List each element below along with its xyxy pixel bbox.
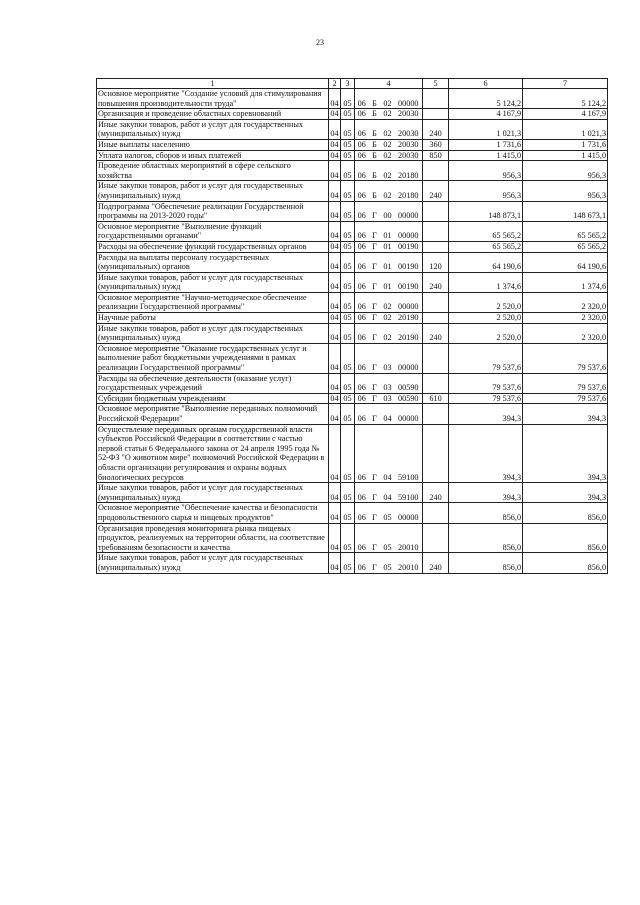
row-col-7: 394,3: [523, 424, 608, 483]
row-program-code-4: 00000: [395, 343, 423, 373]
row-name: Научные работы: [97, 313, 329, 324]
row-program-code-1: 06: [355, 292, 369, 312]
row-col-5: 240: [423, 553, 449, 573]
row-program-code-4: 20190: [395, 323, 423, 343]
row-program-code-1: 06: [355, 119, 369, 139]
budget-table: [96, 78, 608, 574]
row-col-2: 04: [329, 503, 341, 523]
row-name: Иные закупки товаров, работ и услуг для государственных (муниципальных) нужд: [97, 181, 329, 201]
table-row: [97, 150, 608, 161]
table-row: [97, 553, 608, 573]
row-col-6: 956,3: [449, 181, 523, 201]
table-row: [97, 89, 608, 109]
row-col-3: 05: [341, 161, 355, 181]
table-row: [97, 483, 608, 503]
row-col-5: [423, 89, 449, 109]
row-program-code-3: 02: [381, 323, 395, 343]
row-col-7: 65 565,2: [523, 221, 608, 241]
row-col-6: 394,3: [449, 424, 523, 483]
row-col-5: [423, 404, 449, 424]
row-program-code-4: 59100: [395, 483, 423, 503]
row-col-6: 856,0: [449, 523, 523, 553]
row-col-5: [423, 221, 449, 241]
row-col-6: 2 520,0: [449, 292, 523, 312]
row-program-code-1: 06: [355, 221, 369, 241]
row-program-code-3: 00: [381, 201, 395, 221]
row-name: Основное мероприятие "Выполнение переданных полномочий Российской Федерации": [97, 404, 329, 424]
header-col-4: 4: [355, 79, 423, 89]
row-col-5: 120: [423, 252, 449, 272]
row-col-2: 04: [329, 181, 341, 201]
row-col-5: 240: [423, 119, 449, 139]
row-name: Расходы на выплаты персоналу государственных (муниципальных) органов: [97, 252, 329, 272]
row-col-6: 394,3: [449, 483, 523, 503]
row-program-code-3: 01: [381, 241, 395, 252]
row-col-6: 1 731,6: [449, 139, 523, 150]
row-program-code-4: 20030: [395, 139, 423, 150]
row-col-3: 05: [341, 393, 355, 404]
row-name: Организация и проведение областных соревнований: [97, 109, 329, 120]
row-name: Проведение областных мероприятий в сфере сельского хозяйства: [97, 161, 329, 181]
row-col-6: 64 190,6: [449, 252, 523, 272]
row-name: Расходы на обеспечение функций государственных органов: [97, 241, 329, 252]
row-col-5: [423, 109, 449, 120]
row-col-2: 04: [329, 424, 341, 483]
row-col-7: 148 673,1: [523, 201, 608, 221]
table-row: [97, 221, 608, 241]
row-name: Основное мероприятие "Оказание государственных услуг и выполнение работ бюджетными учреждениями в рамках реализации Государственной программы": [97, 343, 329, 373]
row-col-3: 05: [341, 373, 355, 393]
row-program-code-3: 02: [381, 181, 395, 201]
row-col-7: 394,3: [523, 404, 608, 424]
row-program-code-1: 06: [355, 523, 369, 553]
row-col-5: [423, 201, 449, 221]
row-col-2: 04: [329, 323, 341, 343]
row-col-5: 360: [423, 139, 449, 150]
row-col-3: 05: [341, 424, 355, 483]
row-col-5: [423, 343, 449, 373]
row-col-2: 04: [329, 221, 341, 241]
row-program-code-1: 06: [355, 89, 369, 109]
row-program-code-1: 06: [355, 503, 369, 523]
row-col-6: 65 565,2: [449, 241, 523, 252]
row-name: Субсидии бюджетным учреждениям: [97, 393, 329, 404]
row-program-code-4: 00590: [395, 393, 423, 404]
row-name: Основное мероприятие "Выполнение функций государственными органами": [97, 221, 329, 241]
row-program-code-4: 00190: [395, 272, 423, 292]
header-col-6: 6: [449, 79, 523, 89]
row-program-code-2: Г: [369, 553, 381, 573]
row-col-6: 956,3: [449, 161, 523, 181]
row-program-code-2: Г: [369, 241, 381, 252]
row-col-5: [423, 523, 449, 553]
row-col-6: 65 565,2: [449, 221, 523, 241]
table-row: [97, 109, 608, 120]
row-col-7: 64 190,6: [523, 252, 608, 272]
row-col-7: 79 537,6: [523, 393, 608, 404]
row-col-3: 05: [341, 201, 355, 221]
row-program-code-2: Г: [369, 201, 381, 221]
row-program-code-4: 20010: [395, 553, 423, 573]
row-program-code-4: 00000: [395, 221, 423, 241]
row-program-code-2: Б: [369, 89, 381, 109]
table-row: [97, 252, 608, 272]
row-col-3: 05: [341, 323, 355, 343]
row-col-6: 79 537,6: [449, 373, 523, 393]
row-col-6: 1 021,3: [449, 119, 523, 139]
row-col-3: 05: [341, 553, 355, 573]
row-program-code-4: 20180: [395, 181, 423, 201]
row-program-code-3: 02: [381, 150, 395, 161]
row-col-5: [423, 161, 449, 181]
row-col-3: 05: [341, 221, 355, 241]
row-program-code-4: 59100: [395, 424, 423, 483]
row-name: Основное мероприятие "Научно-методическое обеспечение реализации Государственной программы": [97, 292, 329, 312]
table-row: [97, 139, 608, 150]
row-col-2: 04: [330, 241, 339, 251]
table-row: [97, 343, 608, 373]
row-program-code-2: Г: [369, 424, 381, 483]
row-col-3: 05: [341, 252, 355, 272]
row-name: Иные закупки товаров, работ и услуг для государственных (муниципальных) нужд: [97, 553, 329, 573]
row-col-7: 1 374,6: [523, 272, 608, 292]
table-row: [97, 201, 608, 221]
row-name: Расходы на обеспечение деятельности (оказание услуг) государственных учреждений: [97, 373, 329, 393]
row-col-6: 4 167,9: [449, 109, 523, 120]
row-col-3: 05: [341, 139, 355, 150]
row-col-5: 610: [423, 393, 449, 404]
row-program-code-2: Г: [369, 373, 381, 393]
row-col-2: 04: [329, 373, 341, 393]
row-col-7: 394,3: [523, 483, 608, 503]
row-col-7: 1 731,6: [523, 139, 608, 150]
row-name: Иные закупки товаров, работ и услуг для государственных (муниципальных) нужд: [97, 119, 329, 139]
row-program-code-2: Г: [369, 343, 381, 373]
row-col-7: 2 320,0: [523, 313, 608, 324]
table-row: [97, 323, 608, 343]
row-col-6: 79 537,6: [449, 343, 523, 373]
row-col-5: [423, 241, 449, 252]
row-col-5: [423, 503, 449, 523]
row-program-code-3: 04: [381, 404, 395, 424]
table-row: [97, 393, 608, 404]
row-program-code-1: 06: [355, 139, 369, 150]
row-program-code-1: 06: [355, 161, 369, 181]
row-program-code-4: 00000: [395, 201, 423, 221]
row-col-2: 04: [330, 313, 339, 323]
table-row: [97, 373, 608, 393]
row-col-6: 2 520,0: [449, 313, 523, 324]
row-col-5: [423, 424, 449, 483]
row-col-2: 04: [329, 161, 341, 181]
row-program-code-2: Г: [369, 313, 381, 324]
header-col-7: 7: [523, 79, 608, 89]
row-program-code-2: Г: [369, 404, 381, 424]
row-program-code-1: 06: [355, 343, 369, 373]
row-program-code-3: 01: [381, 252, 395, 272]
row-program-code-3: 02: [381, 139, 395, 150]
row-program-code-2: Б: [369, 161, 381, 181]
row-program-code-1: 06: [355, 393, 369, 404]
row-program-code-1: 06: [355, 241, 369, 252]
row-program-code-2: Г: [369, 323, 381, 343]
row-name: Иные закупки товаров, работ и услуг для государственных (муниципальных) нужд: [97, 483, 329, 503]
row-program-code-4: 00000: [395, 89, 423, 109]
row-program-code-2: Г: [369, 272, 381, 292]
row-program-code-3: 02: [381, 313, 395, 324]
row-col-2: 04: [329, 404, 341, 424]
row-program-code-2: Г: [369, 221, 381, 241]
row-program-code-2: Г: [369, 292, 381, 312]
row-col-7: 856,0: [523, 523, 608, 553]
row-col-2: 04: [329, 272, 341, 292]
row-name: Иные закупки товаров, работ и услуг для государственных (муниципальных) нужд: [97, 272, 329, 292]
row-program-code-3: 03: [381, 343, 395, 373]
row-program-code-3: 03: [381, 393, 395, 404]
table-row: [97, 272, 608, 292]
header-col-5: 5: [423, 79, 449, 89]
table-row: [97, 503, 608, 523]
row-col-3: 05: [341, 109, 355, 120]
row-col-5: 850: [423, 150, 449, 161]
row-col-7: 1 415,0: [523, 150, 608, 161]
row-name: Иные закупки товаров, работ и услуг для государственных (муниципальных) нужд: [97, 323, 329, 343]
row-col-3: 05: [341, 343, 355, 373]
row-program-code-3: 02: [381, 89, 395, 109]
row-program-code-4: 00190: [395, 241, 423, 252]
row-program-code-1: 06: [355, 252, 369, 272]
row-col-2: 04: [329, 252, 341, 272]
row-program-code-4: 20180: [395, 161, 423, 181]
row-program-code-1: 06: [355, 313, 369, 324]
row-program-code-3: 05: [381, 523, 395, 553]
row-col-7: 856,0: [523, 553, 608, 573]
row-program-code-2: Б: [369, 150, 381, 161]
row-name: Основное мероприятие "Создание условий для стимулирования повышения производительности труда": [97, 89, 329, 109]
row-program-code-3: 04: [381, 483, 395, 503]
row-col-3: 05: [341, 241, 355, 252]
row-col-3: 05: [341, 313, 355, 324]
table-body: [97, 89, 608, 574]
row-col-7: 956,3: [523, 161, 608, 181]
row-name: Иные выплаты населению: [97, 139, 329, 150]
row-col-5: [423, 313, 449, 324]
row-col-2: 04: [329, 89, 341, 109]
row-col-3: 05: [341, 272, 355, 292]
row-col-7: 65 565,2: [523, 241, 608, 252]
row-col-6: 2 520,0: [449, 323, 523, 343]
row-col-5: 240: [423, 181, 449, 201]
row-name: Основное мероприятие "Обеспечение качества и безопасности продовольственного сырья и пищевых продуктов": [97, 503, 329, 523]
row-program-code-3: 03: [381, 373, 395, 393]
row-col-3: 05: [341, 404, 355, 424]
row-col-2: 04: [329, 343, 341, 373]
row-program-code-2: Г: [369, 483, 381, 503]
row-program-code-4: 20190: [395, 313, 423, 324]
table-row: [97, 241, 608, 252]
table-row: [97, 119, 608, 139]
row-program-code-4: 20030: [395, 150, 423, 161]
header-row: [97, 79, 608, 89]
row-col-7: 856,0: [523, 503, 608, 523]
table-row: [97, 292, 608, 312]
row-col-7: 4 167,9: [523, 109, 608, 120]
row-col-2: 04: [330, 139, 339, 149]
table-row: [97, 424, 608, 483]
table-row: [97, 313, 608, 324]
row-program-code-4: 00000: [395, 292, 423, 312]
table-row: [97, 523, 608, 553]
row-program-code-1: 06: [355, 150, 369, 161]
header-col-2: 2: [329, 79, 341, 89]
row-col-3: 05: [341, 292, 355, 312]
row-col-2: 04: [329, 523, 341, 553]
row-col-2: 04: [329, 483, 341, 503]
row-program-code-1: 06: [355, 373, 369, 393]
row-col-3: 05: [341, 119, 355, 139]
row-program-code-1: 06: [355, 553, 369, 573]
row-program-code-1: 06: [355, 272, 369, 292]
row-col-2: 04: [330, 393, 339, 403]
row-program-code-4: 00000: [395, 404, 423, 424]
row-col-6: 1 374,6: [449, 272, 523, 292]
row-col-6: 79 537,6: [449, 393, 523, 404]
row-name: Уплата налогов, сборов и иных платежей: [97, 150, 329, 161]
row-program-code-1: 06: [355, 424, 369, 483]
row-col-7: 79 537,6: [523, 373, 608, 393]
row-program-code-3: 01: [381, 221, 395, 241]
row-program-code-2: Б: [369, 109, 381, 120]
row-program-code-2: Г: [369, 523, 381, 553]
row-program-code-3: 02: [381, 119, 395, 139]
row-program-code-1: 06: [355, 323, 369, 343]
row-col-7: 2 320,0: [523, 292, 608, 312]
row-col-3: 05: [341, 89, 355, 109]
row-program-code-3: 05: [381, 503, 395, 523]
row-col-5: 240: [423, 272, 449, 292]
row-col-6: 856,0: [449, 553, 523, 573]
row-col-5: 240: [423, 483, 449, 503]
row-program-code-2: Б: [369, 181, 381, 201]
row-program-code-1: 06: [355, 181, 369, 201]
row-col-2: 04: [329, 201, 341, 221]
row-col-6: 5 124,2: [449, 89, 523, 109]
page-number: 23: [316, 38, 324, 47]
row-program-code-3: 01: [381, 272, 395, 292]
row-col-7: 956,3: [523, 181, 608, 201]
row-col-7: 2 320,0: [523, 323, 608, 343]
row-col-6: 856,0: [449, 503, 523, 523]
row-col-7: 5 124,2: [523, 89, 608, 109]
table-row: [97, 181, 608, 201]
row-col-7: 79 537,6: [523, 343, 608, 373]
table-row: [97, 161, 608, 181]
row-col-3: 05: [341, 181, 355, 201]
row-col-2: 04: [330, 109, 339, 119]
row-col-7: 1 021,3: [523, 119, 608, 139]
row-col-2: 04: [329, 119, 341, 139]
row-program-code-3: 04: [381, 424, 395, 483]
row-col-3: 05: [341, 523, 355, 553]
row-program-code-3: 02: [381, 292, 395, 312]
row-program-code-4: 20010: [395, 523, 423, 553]
row-program-code-4: 20030: [395, 109, 423, 120]
header-col-1: 1: [97, 79, 329, 89]
row-col-5: [423, 373, 449, 393]
row-col-2: 04: [329, 553, 341, 573]
row-program-code-1: 06: [355, 404, 369, 424]
row-name: Осуществление переданных органам государственной власти субъектов Российской Федерации в соответствии с частью первой статьи 6 Федерального закона от 24 апреля 1995 года № 52-ФЗ "О животном мире" полномочий Российской Федерации в области организации регулирования и охраны водных биологических ресурсов: [97, 424, 329, 483]
row-col-6: 394,3: [449, 404, 523, 424]
row-program-code-2: Г: [369, 393, 381, 404]
row-program-code-1: 06: [355, 483, 369, 503]
row-col-6: 148 873,1: [449, 201, 523, 221]
row-name: Организация проведения мониторинга рынка пищевых продуктов, реализуемых на территории области, на соответствие требованиям безопасности и качества: [97, 523, 329, 553]
row-program-code-4: 20030: [395, 119, 423, 139]
row-program-code-1: 06: [355, 109, 369, 120]
row-col-3: 05: [341, 503, 355, 523]
row-program-code-2: Б: [369, 119, 381, 139]
row-program-code-3: 05: [381, 553, 395, 573]
row-program-code-4: 00000: [395, 503, 423, 523]
row-program-code-3: 02: [381, 161, 395, 181]
table-row: [97, 404, 608, 424]
row-program-code-2: Г: [369, 503, 381, 523]
row-program-code-3: 02: [381, 109, 395, 120]
row-program-code-2: Г: [369, 252, 381, 272]
row-col-3: 05: [341, 483, 355, 503]
row-col-2: 04: [329, 292, 341, 312]
row-col-6: 1 415,0: [449, 150, 523, 161]
row-program-code-4: 00590: [395, 373, 423, 393]
row-name: Подпрограмма "Обеспечение реализации Государственной программы на 2013-2020 годы": [97, 201, 329, 221]
row-col-2: 04: [330, 150, 339, 160]
header-col-3: 3: [341, 79, 355, 89]
row-program-code-4: 00190: [395, 252, 423, 272]
row-col-5: [423, 292, 449, 312]
row-col-5: 240: [423, 323, 449, 343]
row-program-code-1: 06: [355, 201, 369, 221]
row-program-code-2: Б: [369, 139, 381, 150]
row-col-3: 05: [341, 150, 355, 161]
